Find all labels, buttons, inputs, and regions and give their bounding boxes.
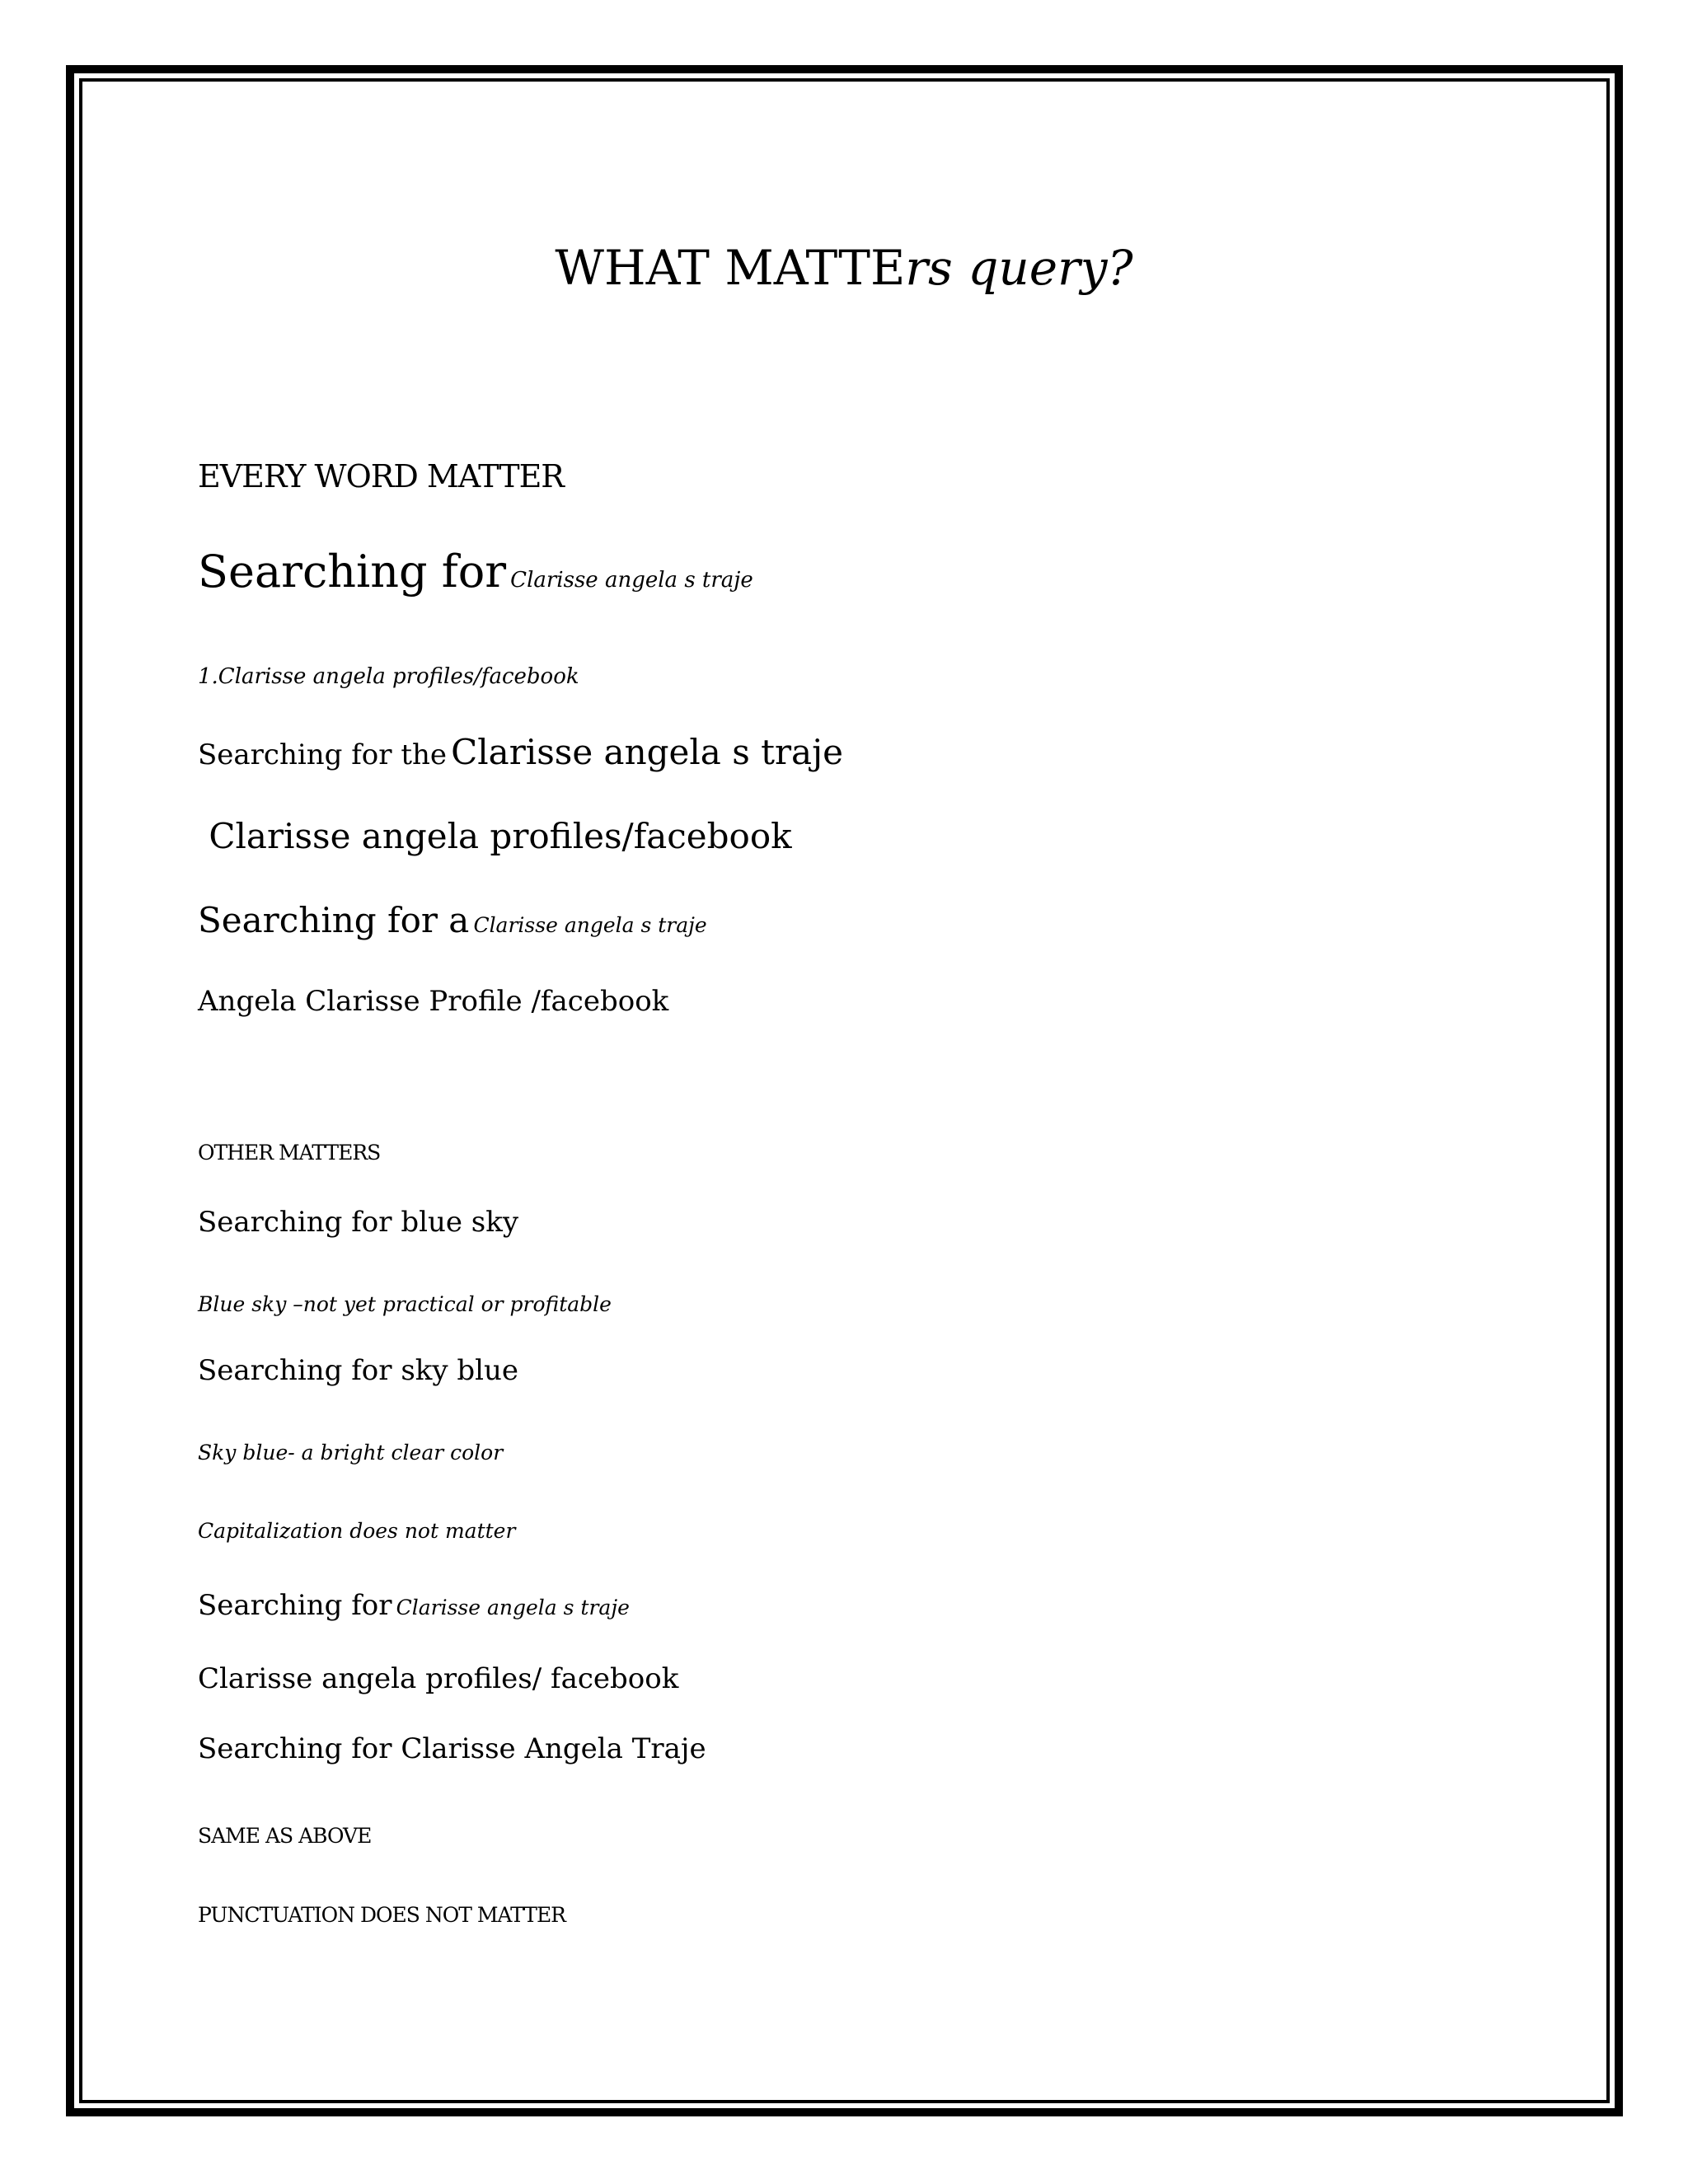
search-line-4 [198, 1589, 630, 1622]
search-line-4-tail: Clarisse angela s traje [396, 1596, 630, 1619]
search-line-1-tail: Clarisse angela s traje [510, 568, 753, 593]
definition-sky-blue: Sky blue- a bright clear color [198, 1441, 504, 1465]
result-line-1: 1.Clarisse angela profiles/facebook [198, 664, 579, 689]
search-line-4-lead: Searching for [198, 1589, 392, 1622]
section-heading-other-matters: OTHER MATTERS [198, 1141, 381, 1165]
page-border-inner [79, 78, 1610, 2103]
search-line-blue-sky: Searching for blue sky [198, 1206, 519, 1239]
search-line-2-lead: Searching for the [198, 738, 448, 771]
note-capitalization: Capitalization does not matter [198, 1519, 516, 1543]
page-title-prefix: WHAT MATTE [555, 240, 906, 296]
search-line-1 [198, 546, 753, 598]
search-line-1-lead: Searching for [198, 546, 507, 598]
search-line-5: Searching for Clarisse Angela Traje [198, 1732, 706, 1765]
search-line-3 [198, 900, 707, 940]
definition-blue-sky: Blue sky –not yet practical or profitable [198, 1292, 612, 1316]
section-heading-every-word: EVERY WORD MATTER [198, 458, 564, 494]
page-title-suffix: rs query? [905, 240, 1133, 296]
search-line-sky-blue: Searching for sky blue [198, 1354, 519, 1387]
result-line-3: Angela Clarisse Profile /facebook [198, 985, 669, 1018]
result-line-2: Clarisse angela profiles/facebook [198, 816, 792, 856]
search-line-3-lead: Searching for a [198, 900, 470, 940]
note-punctuation: PUNCTUATION DOES NOT MATTER [198, 1903, 566, 1927]
search-line-2-tail: Clarisse angela s traje [451, 732, 843, 772]
search-line-3-tail: Clarisse angela s traje [473, 913, 707, 937]
page-title [0, 239, 1688, 297]
search-line-2 [198, 732, 843, 772]
note-same-as-above: SAME AS ABOVE [198, 1824, 372, 1848]
result-line-4: Clarisse angela profiles/ facebook [198, 1662, 679, 1695]
